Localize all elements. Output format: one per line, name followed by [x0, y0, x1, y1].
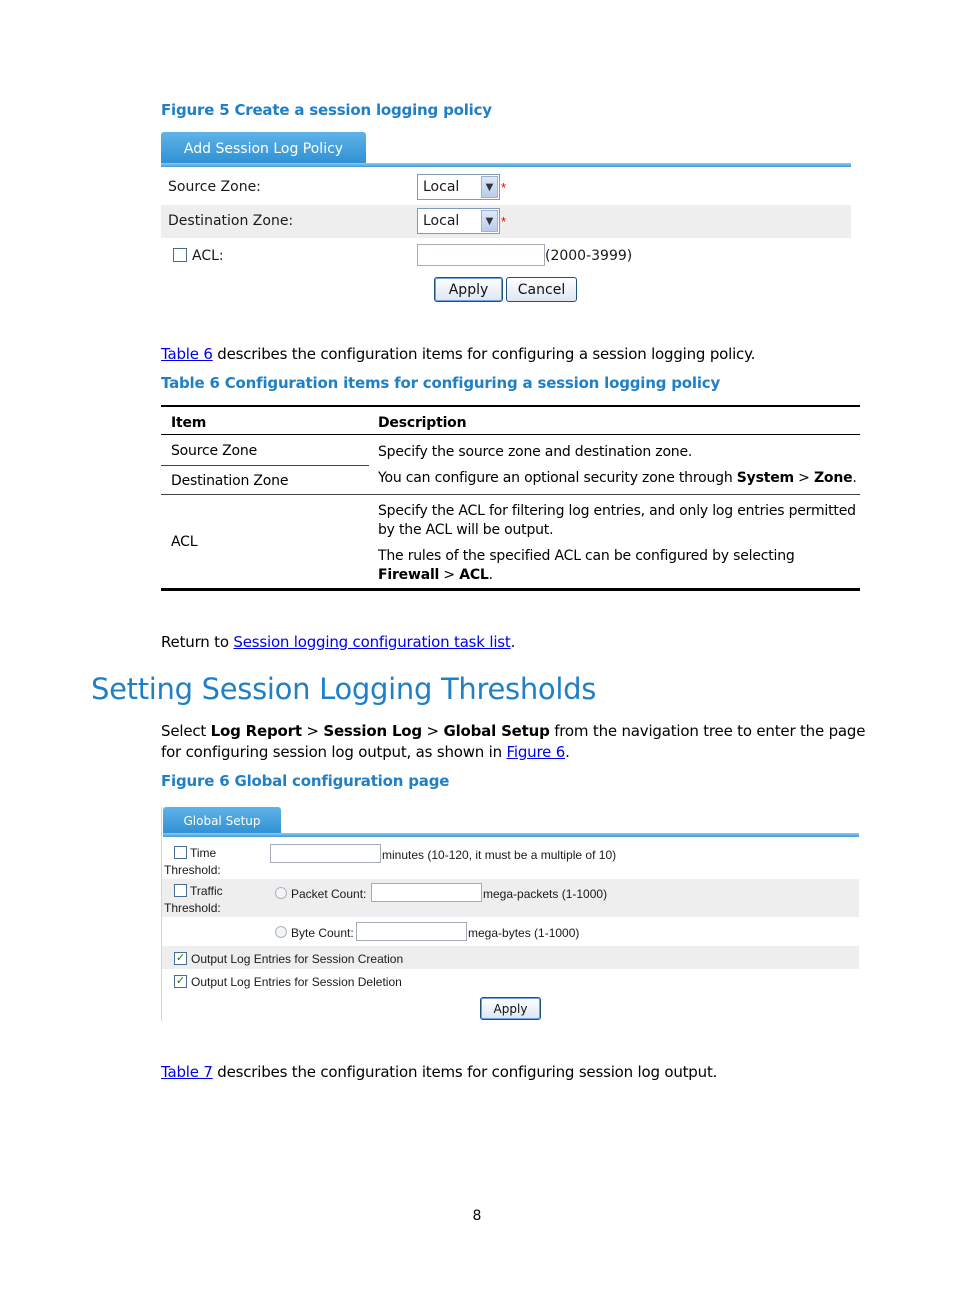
header-rule: [161, 434, 860, 435]
table-header-item: Item: [171, 415, 207, 431]
return-text: Return to: [161, 633, 229, 651]
table-cell-description: [378, 547, 856, 585]
chevron-down-icon[interactable]: ▼: [481, 210, 498, 232]
desc-text: You can configure an optional security zone through: [378, 470, 733, 486]
table-cell-item: ACL: [171, 534, 198, 550]
menu-path-global-setup: Global Setup: [443, 722, 550, 740]
acl-input[interactable]: [417, 244, 545, 266]
menu-path-acl: ACL: [459, 567, 489, 583]
table7-link[interactable]: Table 7: [161, 1063, 213, 1081]
return-line: [161, 632, 515, 653]
tab-global-setup[interactable]: Global Setup: [163, 807, 281, 835]
byte-count-hint: mega-bytes (1-1000): [468, 926, 580, 940]
table6-intro: [161, 344, 755, 365]
page-number: 8: [472, 1208, 482, 1224]
menu-path-zone: Zone: [813, 470, 853, 486]
packet-count-input[interactable]: [371, 883, 482, 902]
table-cell-description: Specify the ACL for filtering log entries, and only log entries permitted by the ACL will be output.: [378, 503, 856, 538]
apply-button[interactable]: Apply: [480, 997, 541, 1020]
destination-zone-value: Local: [423, 213, 460, 229]
para-text: Select: [161, 722, 207, 740]
apply-button[interactable]: Apply: [434, 277, 503, 302]
path-separator: >: [798, 470, 810, 486]
byte-count-input[interactable]: [356, 922, 467, 941]
table6-caption: Table 6 Configuration items for configuring a session logging policy: [161, 374, 721, 392]
traffic-threshold-checkbox[interactable]: [174, 884, 187, 897]
menu-path-log-report: Log Report: [210, 722, 302, 740]
path-separator: >: [426, 722, 439, 740]
table6-intro-text: describes the configuration items for configuring a session logging policy.: [217, 345, 756, 363]
chevron-down-icon[interactable]: ▼: [481, 176, 498, 198]
table-cell-description: [378, 470, 857, 486]
menu-path-system: System: [736, 470, 794, 486]
tab-underline: [161, 163, 851, 167]
figure6-caption: Figure 6 Global configuration page: [161, 772, 450, 790]
figure6-link[interactable]: Figure 6: [506, 743, 566, 761]
desc-end: .: [488, 567, 493, 583]
menu-path-session-log: Session Log: [323, 722, 422, 740]
path-separator: >: [306, 722, 319, 740]
desc-end: .: [852, 470, 857, 486]
section-title: Setting Session Logging Thresholds: [91, 672, 597, 706]
time-threshold-checkbox[interactable]: [174, 846, 187, 859]
output-creation-label: Output Log Entries for Session Creation: [191, 952, 404, 966]
source-zone-value: Local: [423, 179, 460, 195]
time-threshold-hint: minutes (10-120, it must be a multiple of 10): [382, 848, 617, 862]
packet-count-radio[interactable]: [275, 887, 287, 899]
source-zone-select[interactable]: [417, 174, 500, 200]
menu-path-firewall: Firewall: [378, 567, 440, 583]
return-end: .: [510, 633, 516, 651]
required-mark: *: [501, 180, 507, 195]
table-cell-item: Source Zone: [171, 443, 257, 459]
para-text: from the navigation tree to enter the page for configuring session log output, as shown in: [161, 722, 866, 761]
table-cell-description: Specify the source zone and destination zone.: [378, 444, 693, 460]
table-bottom-rule: [161, 588, 860, 591]
table-cell-item: Destination Zone: [171, 473, 289, 489]
table7-intro-text: describes the configuration items for configuring session log output.: [217, 1063, 718, 1081]
destination-zone-label: Destination Zone:: [168, 213, 294, 229]
byte-count-radio[interactable]: [275, 926, 287, 938]
source-zone-label: Source Zone:: [168, 179, 261, 195]
acl-hint: (2000-3999): [545, 248, 633, 264]
output-creation-checkbox[interactable]: ✓: [175, 952, 186, 964]
table6-link[interactable]: Table 6: [161, 345, 213, 363]
time-threshold-label: Threshold:: [164, 863, 221, 877]
time-threshold-label: Time: [190, 846, 217, 860]
traffic-threshold-label: Traffic: [190, 884, 223, 898]
figure5-caption: Figure 5 Create a session logging policy: [161, 101, 492, 119]
destination-zone-select[interactable]: [417, 208, 500, 234]
packet-count-hint: mega-packets (1-1000): [483, 887, 608, 901]
para-end: .: [565, 743, 570, 761]
row-rule: [161, 465, 369, 466]
desc-text: The rules of the specified ACL can be configured by selecting: [378, 548, 795, 564]
time-threshold-input[interactable]: [270, 844, 381, 863]
tab-underline: [163, 833, 859, 837]
acl-label: ACL:: [192, 248, 224, 264]
byte-count-label: Byte Count:: [291, 926, 354, 940]
task-list-link[interactable]: Session logging configuration task list: [233, 633, 511, 651]
cancel-button[interactable]: Cancel: [506, 277, 577, 302]
table-header-description: Description: [378, 415, 467, 431]
row-rule: [161, 494, 860, 495]
traffic-threshold-label: Threshold:: [164, 901, 221, 915]
output-deletion-checkbox[interactable]: ✓: [175, 975, 186, 987]
section-paragraph: [161, 721, 866, 763]
acl-checkbox[interactable]: [173, 248, 187, 262]
table7-intro: [161, 1062, 717, 1083]
path-separator: >: [443, 567, 455, 583]
packet-count-label: Packet Count:: [291, 887, 367, 901]
table-top-rule: [161, 405, 860, 407]
required-mark: *: [501, 214, 507, 229]
tab-add-session-log-policy[interactable]: Add Session Log Policy: [161, 132, 366, 165]
output-deletion-label: Output Log Entries for Session Deletion: [191, 975, 402, 989]
